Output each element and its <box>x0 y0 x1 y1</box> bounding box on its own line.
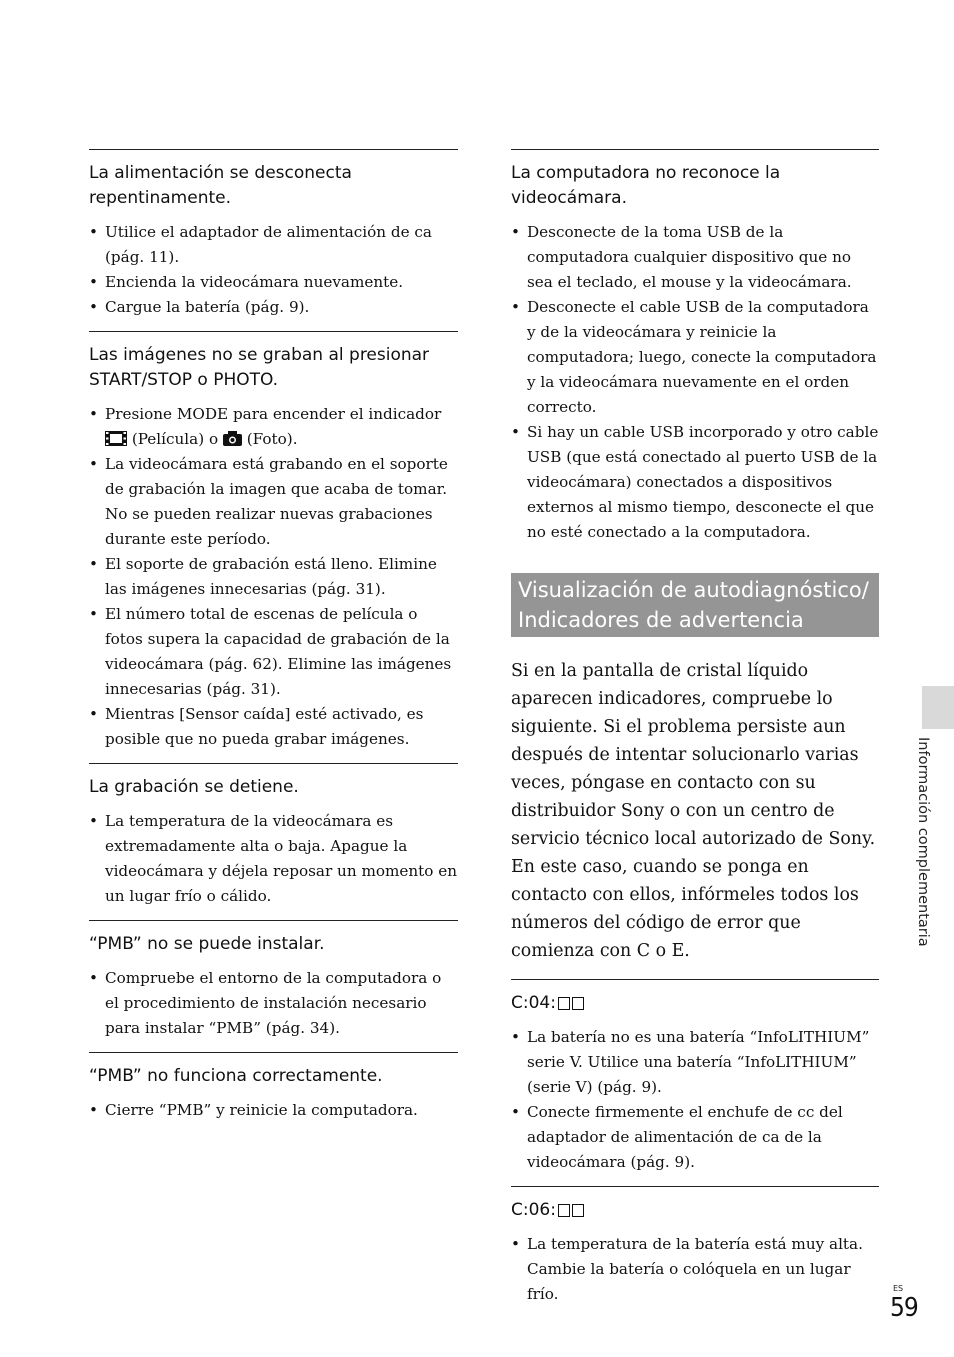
list-item: • Compruebe el entorno de la computadora o el procedimiento de instalación necesario para instalar “PMB” (pág. 34). <box>89 966 458 1041</box>
camera-icon <box>223 431 242 446</box>
section-error-c04 <box>511 979 879 1186</box>
bullet-list <box>89 966 458 1041</box>
language-code: ES <box>893 1284 904 1293</box>
section-heading: La alimentación se desconecta repentinamente. <box>89 163 352 208</box>
section-power-off <box>89 149 458 331</box>
section-error-c06 <box>511 1186 879 1307</box>
list-item: • Desconecte de la toma USB de la computadora cualquier dispositivo que no sea el teclado, el mouse y la videocámara. <box>511 220 879 295</box>
item-text: (Foto). <box>246 430 298 448</box>
list-item: • Conecte firmemente el enchufe de cc del adaptador de alimentación de ca de la videocámara (pág. 9). <box>511 1100 879 1175</box>
list-item: • La temperatura de la batería está muy alta. Cambie la batería o colóquela en un lugar frío. <box>511 1232 879 1307</box>
section-heading: “PMB” no funciona correctamente. <box>89 1066 383 1086</box>
section-heading: La computadora no reconoce la videocámara. <box>511 163 781 208</box>
list-item: • Desconecte el cable USB de la computadora y de la videocámara y reinicie la computadora; luego, conecte la computadora y la videocámara nuevamente en el orden correcto. <box>511 295 879 420</box>
list-item: • Si hay un cable USB incorporado y otro cable USB (que está conectado al puerto USB de la videocámara) conectados a dispositivos externos al mismo tiempo, desconecte el que no esté conectado a la computadora. <box>511 420 879 545</box>
section-heading: Las imágenes no se graban al presionar START/STOP o PHOTO. <box>89 345 430 390</box>
list-item: • Cargue la batería (pág. 9). <box>89 295 458 320</box>
chapter-tab <box>922 686 954 729</box>
error-code: C:04: <box>511 993 556 1013</box>
bullet-list <box>511 220 879 545</box>
bullet-list <box>511 1025 879 1175</box>
list-item: • Utilice el adaptador de alimentación de ca (pág. 11). <box>89 220 458 270</box>
section-heading <box>511 991 879 1016</box>
section-pmb-install <box>89 920 458 1052</box>
bullet-list <box>89 402 458 752</box>
side-chapter-label: Información complementaria <box>915 737 931 947</box>
bullet-list <box>89 1098 458 1123</box>
section-heading <box>511 1198 879 1223</box>
list-item: • La temperatura de la videocámara es extremadamente alta o baja. Apague la videocámara y déjela reposar un momento en un lugar frío o cálido. <box>89 809 458 909</box>
section-heading: La grabación se detiene. <box>89 777 299 797</box>
placeholder-box-icon <box>558 1204 570 1217</box>
list-item: • Mientras [Sensor caída] esté activado, es posible que no pueda grabar imágenes. <box>89 702 458 752</box>
placeholder-box-icon <box>572 997 584 1010</box>
right-column <box>511 149 879 1307</box>
item-text: (Película) o <box>131 430 219 448</box>
page-number: 59 <box>890 1293 918 1323</box>
placeholder-box-icon <box>572 1204 584 1217</box>
bullet-list <box>89 220 458 320</box>
chapter-banner: Visualización de autodiagnóstico/ Indicadores de advertencia <box>511 573 879 637</box>
intro-paragraph: Si en la pantalla de cristal líquido aparecen indicadores, compruebe lo siguiente. Si el problema persiste aun después de intentar solucionarlo varias veces, póngase en contacto con su distribuidor Sony o con un centro de servicio técnico local autorizado de Sony. En este caso, cuando se ponga en contacto con ellos, infórmeles todos los números del código de error que comienza con C o E. <box>511 661 876 961</box>
placeholder-box-icon <box>558 997 570 1010</box>
item-text: Presione MODE para encender el indicador <box>105 405 442 423</box>
left-column <box>89 149 458 1123</box>
section-pmb-malfunction <box>89 1052 458 1123</box>
section-record-stops <box>89 763 458 920</box>
movie-icon <box>105 431 127 446</box>
bullet-list <box>511 1232 879 1307</box>
error-code: C:06: <box>511 1200 556 1220</box>
list-item: • La videocámara está grabando en el soporte de grabación la imagen que acaba de tomar. No se pueden realizar nuevas grabaciones durante este período. <box>89 452 458 552</box>
list-item: • El soporte de grabación está lleno. Elimine las imágenes innecesarias (pág. 31). <box>89 552 458 602</box>
list-item: • El número total de escenas de película o fotos supera la capacidad de grabación de la videocámara (pág. 62). Elimine las imágenes innecesarias (pág. 31). <box>89 602 458 702</box>
list-item: • Cierre “PMB” y reinicie la computadora. <box>89 1098 458 1123</box>
list-item: • Encienda la videocámara nuevamente. <box>89 270 458 295</box>
section-heading: “PMB” no se puede instalar. <box>89 934 325 954</box>
list-item <box>89 402 458 452</box>
section-pc-not-recognize <box>511 149 879 545</box>
bullet-list <box>89 809 458 909</box>
section-no-record <box>89 331 458 763</box>
list-item: • La batería no es una batería “InfoLITHIUM” serie V. Utilice una batería “InfoLITHIUM” (serie V) (pág. 9). <box>511 1025 879 1100</box>
